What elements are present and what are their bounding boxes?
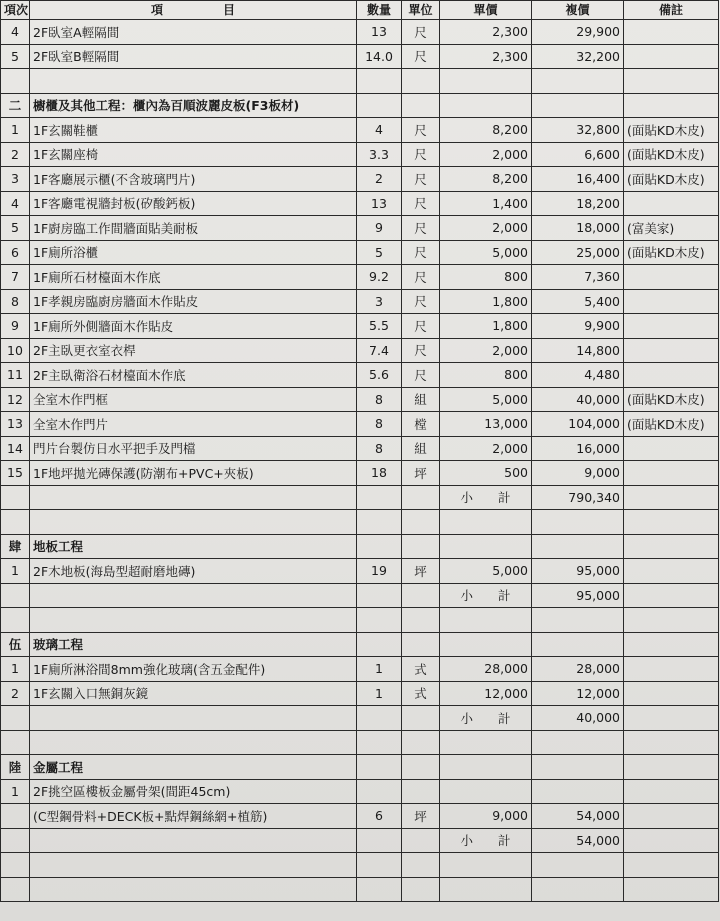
item-note	[624, 265, 719, 290]
item-unit-price: 500	[440, 461, 532, 486]
empty-cell	[357, 779, 402, 804]
item-note: (面貼KD木皮)	[624, 142, 719, 167]
item-unit: 尺	[402, 118, 440, 143]
item-description: 1F廁所石材檯面木作底	[30, 265, 357, 290]
item-note	[624, 20, 719, 45]
item-note: (面貼KD木皮)	[624, 240, 719, 265]
item-total: 29,900	[532, 20, 624, 45]
item-total: 18,000	[532, 216, 624, 241]
empty-cell	[624, 583, 719, 608]
item-note	[624, 559, 719, 584]
empty-cell	[624, 779, 719, 804]
item-unit-price: 1,800	[440, 314, 532, 339]
table-row	[1, 289, 719, 314]
empty-cell	[1, 608, 30, 633]
item-total: 16,400	[532, 167, 624, 192]
item-quantity: 3.3	[357, 142, 402, 167]
empty-cell	[1, 583, 30, 608]
item-no: 12	[1, 387, 30, 412]
item-unit: 尺	[402, 265, 440, 290]
empty-cell	[440, 632, 532, 657]
item-description: 1F廁所淋浴間8mm強化玻璃(含五金配件)	[30, 657, 357, 682]
item-total: 16,000	[532, 436, 624, 461]
empty-cell	[532, 755, 624, 780]
item-total: 18,200	[532, 191, 624, 216]
item-description: 1F廁所外側牆面木作貼皮	[30, 314, 357, 339]
empty-cell	[440, 510, 532, 535]
empty-cell	[1, 510, 30, 535]
item-total: 32,800	[532, 118, 624, 143]
item-unit: 坪	[402, 461, 440, 486]
item-unit-price: 2,000	[440, 142, 532, 167]
item-no: 11	[1, 363, 30, 388]
item-unit-price: 800	[440, 363, 532, 388]
empty-cell	[440, 93, 532, 118]
item-note: (面貼KD木皮)	[624, 387, 719, 412]
empty-cell	[624, 93, 719, 118]
empty-cell	[532, 877, 624, 902]
item-no: 9	[1, 314, 30, 339]
item-unit: 式	[402, 657, 440, 682]
spacer-row	[1, 730, 719, 755]
table-row	[1, 265, 719, 290]
item-unit: 尺	[402, 216, 440, 241]
subtotal-value: 54,000	[532, 828, 624, 853]
section-number: 伍	[1, 632, 30, 657]
empty-cell	[357, 755, 402, 780]
item-quantity: 8	[357, 387, 402, 412]
empty-cell	[30, 583, 357, 608]
item-unit: 尺	[402, 314, 440, 339]
empty-cell	[1, 804, 30, 829]
table-row	[1, 559, 719, 584]
item-description: 全室木作門框	[30, 387, 357, 412]
header-qty: 數量	[357, 1, 402, 20]
header-unit: 單位	[402, 1, 440, 20]
item-unit: 尺	[402, 20, 440, 45]
item-total: 5,400	[532, 289, 624, 314]
empty-cell	[30, 828, 357, 853]
item-unit-price: 2,000	[440, 338, 532, 363]
empty-cell	[402, 730, 440, 755]
empty-cell	[357, 608, 402, 633]
item-unit-price: 2,300	[440, 44, 532, 69]
table-row	[1, 461, 719, 486]
empty-cell	[357, 69, 402, 94]
item-quantity: 19	[357, 559, 402, 584]
empty-cell	[1, 730, 30, 755]
table-row	[1, 314, 719, 339]
empty-cell	[357, 632, 402, 657]
empty-cell	[624, 69, 719, 94]
table-row	[1, 216, 719, 241]
empty-cell	[1, 828, 30, 853]
empty-cell	[30, 730, 357, 755]
item-description: 1F地坪拋光磚保護(防潮布+PVC+夾板)	[30, 461, 357, 486]
item-total: 6,600	[532, 142, 624, 167]
table-row	[1, 118, 719, 143]
empty-cell	[30, 608, 357, 633]
item-description-continued: (C型鋼骨料+DECK板+點焊鋼絲網+植筋)	[30, 804, 357, 829]
item-unit-price: 5,000	[440, 387, 532, 412]
item-no: 10	[1, 338, 30, 363]
item-unit: 組	[402, 387, 440, 412]
empty-cell	[357, 730, 402, 755]
spacer-row	[1, 608, 719, 633]
empty-cell	[402, 828, 440, 853]
item-total: 104,000	[532, 412, 624, 437]
item-no: 1	[1, 779, 30, 804]
table-row	[1, 681, 719, 706]
item-unit: 尺	[402, 44, 440, 69]
subtotal-label: 小 計	[440, 706, 532, 731]
empty-cell	[532, 510, 624, 535]
item-total: 40,000	[532, 387, 624, 412]
item-note	[624, 338, 719, 363]
item-unit: 式	[402, 681, 440, 706]
empty-cell	[30, 485, 357, 510]
item-description: 1F玄關入口無銅灰鏡	[30, 681, 357, 706]
item-no: 1	[1, 118, 30, 143]
section-number: 陸	[1, 755, 30, 780]
empty-cell	[440, 608, 532, 633]
empty-cell	[30, 706, 357, 731]
item-no: 2	[1, 142, 30, 167]
empty-cell	[1, 877, 30, 902]
header-row	[1, 1, 719, 20]
item-unit: 尺	[402, 338, 440, 363]
item-unit: 坪	[402, 804, 440, 829]
item-note: (面貼KD木皮)	[624, 167, 719, 192]
item-note: (面貼KD木皮)	[624, 412, 719, 437]
table-row	[1, 240, 719, 265]
item-description: 2F主臥衛浴石材檯面木作底	[30, 363, 357, 388]
item-total: 28,000	[532, 657, 624, 682]
item-unit: 坪	[402, 559, 440, 584]
section-number: 二	[1, 93, 30, 118]
subtotal-label: 小 計	[440, 828, 532, 853]
item-unit-price: 5,000	[440, 559, 532, 584]
empty-cell	[624, 853, 719, 878]
empty-cell	[30, 877, 357, 902]
spacer-row	[1, 69, 719, 94]
empty-cell	[624, 608, 719, 633]
subtotal-row	[1, 706, 719, 731]
empty-cell	[402, 853, 440, 878]
spacer-row	[1, 510, 719, 535]
item-unit: 組	[402, 436, 440, 461]
item-description: 1F孝親房臨廚房牆面木作貼皮	[30, 289, 357, 314]
item-note	[624, 191, 719, 216]
empty-cell	[30, 510, 357, 535]
empty-cell	[532, 632, 624, 657]
item-description: 1F玄關座椅	[30, 142, 357, 167]
empty-cell	[532, 853, 624, 878]
item-note	[624, 44, 719, 69]
subtotal-label: 小 計	[440, 583, 532, 608]
item-quantity: 3	[357, 289, 402, 314]
empty-cell	[30, 853, 357, 878]
empty-cell	[440, 853, 532, 878]
empty-cell	[1, 706, 30, 731]
item-note	[624, 461, 719, 486]
empty-cell	[532, 93, 624, 118]
item-total: 54,000	[532, 804, 624, 829]
item-unit: 樘	[402, 412, 440, 437]
empty-cell	[402, 877, 440, 902]
spacer-row	[1, 877, 719, 902]
table-row	[1, 436, 719, 461]
item-unit-price: 800	[440, 265, 532, 290]
item-quantity: 9	[357, 216, 402, 241]
item-unit: 尺	[402, 167, 440, 192]
item-quantity: 5	[357, 240, 402, 265]
item-description: 1F客廳展示櫃(不含玻璃門片)	[30, 167, 357, 192]
empty-cell	[402, 510, 440, 535]
item-description: 1F客廳電視牆封板(矽酸鈣板)	[30, 191, 357, 216]
item-description: 1F廁所浴櫃	[30, 240, 357, 265]
item-note	[624, 314, 719, 339]
section-title: 金屬工程	[30, 755, 357, 780]
item-description: 2F臥室B輕隔間	[30, 44, 357, 69]
item-unit-price: 13,000	[440, 412, 532, 437]
empty-cell	[357, 583, 402, 608]
empty-cell	[624, 632, 719, 657]
item-unit-price: 2,000	[440, 216, 532, 241]
item-description: 2F挑空區樓板金屬骨架(間距45cm)	[30, 779, 357, 804]
empty-cell	[402, 706, 440, 731]
item-no: 4	[1, 191, 30, 216]
item-quantity: 7.4	[357, 338, 402, 363]
subtotal-label: 小 計	[440, 485, 532, 510]
item-quantity: 2	[357, 167, 402, 192]
item-unit: 尺	[402, 240, 440, 265]
table-row	[1, 804, 719, 829]
item-quantity: 6	[357, 804, 402, 829]
item-note	[624, 436, 719, 461]
empty-cell	[440, 534, 532, 559]
empty-cell	[440, 877, 532, 902]
item-total: 7,360	[532, 265, 624, 290]
item-quantity: 1	[357, 681, 402, 706]
section-title: 玻璃工程	[30, 632, 357, 657]
item-description: 1F玄關鞋櫃	[30, 118, 357, 143]
empty-cell	[402, 534, 440, 559]
spacer-row	[1, 853, 719, 878]
item-unit-price: 5,000	[440, 240, 532, 265]
item-total: 9,900	[532, 314, 624, 339]
item-unit-price: 2,300	[440, 20, 532, 45]
subtotal-value: 95,000	[532, 583, 624, 608]
empty-cell	[624, 828, 719, 853]
item-quantity: 5.6	[357, 363, 402, 388]
empty-cell	[402, 755, 440, 780]
item-unit: 尺	[402, 289, 440, 314]
empty-cell	[402, 779, 440, 804]
item-unit-price: 1,400	[440, 191, 532, 216]
item-total: 32,200	[532, 44, 624, 69]
item-total: 12,000	[532, 681, 624, 706]
section-header-row	[1, 632, 719, 657]
subtotal-row	[1, 485, 719, 510]
table-row	[1, 412, 719, 437]
empty-cell	[1, 69, 30, 94]
item-description: 2F木地板(海島型超耐磨地磚)	[30, 559, 357, 584]
item-note: (面貼KD木皮)	[624, 118, 719, 143]
item-unit-price: 1,800	[440, 289, 532, 314]
item-quantity: 8	[357, 436, 402, 461]
item-no: 4	[1, 20, 30, 45]
item-no: 8	[1, 289, 30, 314]
item-unit-price: 28,000	[440, 657, 532, 682]
empty-cell	[532, 608, 624, 633]
empty-cell	[624, 804, 719, 829]
table-row	[1, 142, 719, 167]
item-description: 2F主臥更衣室衣桿	[30, 338, 357, 363]
table-row	[1, 167, 719, 192]
item-total: 9,000	[532, 461, 624, 486]
empty-cell	[402, 93, 440, 118]
subtotal-row	[1, 583, 719, 608]
empty-cell	[440, 69, 532, 94]
empty-cell	[624, 485, 719, 510]
item-quantity: 1	[357, 657, 402, 682]
empty-cell	[624, 534, 719, 559]
item-no: 2	[1, 681, 30, 706]
empty-cell	[357, 485, 402, 510]
item-note	[624, 657, 719, 682]
empty-cell	[624, 755, 719, 780]
item-note	[624, 681, 719, 706]
item-quantity: 18	[357, 461, 402, 486]
empty-cell	[402, 608, 440, 633]
item-unit: 尺	[402, 142, 440, 167]
empty-cell	[624, 706, 719, 731]
item-unit-price: 2,000	[440, 436, 532, 461]
item-no: 1	[1, 559, 30, 584]
empty-cell	[532, 730, 624, 755]
item-unit-price: 8,200	[440, 118, 532, 143]
section-title: 櫥櫃及其他工程：櫃內為百順波麗皮板(F3板材)	[30, 93, 357, 118]
subtotal-row	[1, 828, 719, 853]
item-no: 7	[1, 265, 30, 290]
header-item: 項 目	[30, 1, 357, 20]
empty-cell	[30, 69, 357, 94]
item-unit: 尺	[402, 191, 440, 216]
item-total: 25,000	[532, 240, 624, 265]
table-row	[1, 363, 719, 388]
table-row	[1, 387, 719, 412]
item-quantity: 9.2	[357, 265, 402, 290]
table-row	[1, 338, 719, 363]
header-price: 單價	[440, 1, 532, 20]
table-row	[1, 191, 719, 216]
subtotal-value: 790,340	[532, 485, 624, 510]
empty-cell	[357, 534, 402, 559]
item-note: (富美家)	[624, 216, 719, 241]
header-total: 複價	[532, 1, 624, 20]
item-unit-price: 12,000	[440, 681, 532, 706]
item-description: 1F廚房臨工作間牆面貼美耐板	[30, 216, 357, 241]
empty-cell	[402, 69, 440, 94]
empty-cell	[357, 706, 402, 731]
empty-cell	[624, 877, 719, 902]
section-header-row	[1, 755, 719, 780]
item-no: 5	[1, 216, 30, 241]
empty-cell	[532, 534, 624, 559]
item-no: 13	[1, 412, 30, 437]
header-note: 備註	[624, 1, 719, 20]
item-description: 全室木作門片	[30, 412, 357, 437]
item-unit-price: 9,000	[440, 804, 532, 829]
item-quantity: 4	[357, 118, 402, 143]
section-title: 地板工程	[30, 534, 357, 559]
section-header-row	[1, 93, 719, 118]
empty-cell	[624, 510, 719, 535]
item-unit-price: 8,200	[440, 167, 532, 192]
empty-cell	[402, 485, 440, 510]
empty-cell	[1, 485, 30, 510]
item-note	[624, 363, 719, 388]
table-row	[1, 20, 719, 45]
table-row	[1, 44, 719, 69]
empty-cell	[357, 510, 402, 535]
header-no: 項次	[1, 1, 30, 20]
item-note	[624, 289, 719, 314]
item-no: 6	[1, 240, 30, 265]
item-total: 14,800	[532, 338, 624, 363]
item-no: 14	[1, 436, 30, 461]
empty-cell	[440, 730, 532, 755]
empty-cell	[357, 877, 402, 902]
item-description: 2F臥室A輕隔間	[30, 20, 357, 45]
empty-cell	[357, 853, 402, 878]
empty-cell	[440, 755, 532, 780]
empty-cell	[357, 93, 402, 118]
item-quantity: 14.0	[357, 44, 402, 69]
section-header-row	[1, 534, 719, 559]
section-number: 肆	[1, 534, 30, 559]
item-no: 1	[1, 657, 30, 682]
table-row	[1, 779, 719, 804]
item-no: 5	[1, 44, 30, 69]
item-no: 3	[1, 167, 30, 192]
subtotal-value: 40,000	[532, 706, 624, 731]
empty-cell	[402, 583, 440, 608]
empty-cell	[532, 779, 624, 804]
empty-cell	[357, 828, 402, 853]
item-total: 95,000	[532, 559, 624, 584]
item-quantity: 8	[357, 412, 402, 437]
item-no: 15	[1, 461, 30, 486]
item-quantity: 5.5	[357, 314, 402, 339]
empty-cell	[532, 69, 624, 94]
item-quantity: 13	[357, 20, 402, 45]
item-quantity: 13	[357, 191, 402, 216]
empty-cell	[1, 853, 30, 878]
item-description: 門片台製仿日水平把手及門檔	[30, 436, 357, 461]
empty-cell	[402, 632, 440, 657]
table-row	[1, 657, 719, 682]
empty-cell	[624, 730, 719, 755]
item-total: 4,480	[532, 363, 624, 388]
empty-cell	[440, 779, 532, 804]
item-unit: 尺	[402, 363, 440, 388]
